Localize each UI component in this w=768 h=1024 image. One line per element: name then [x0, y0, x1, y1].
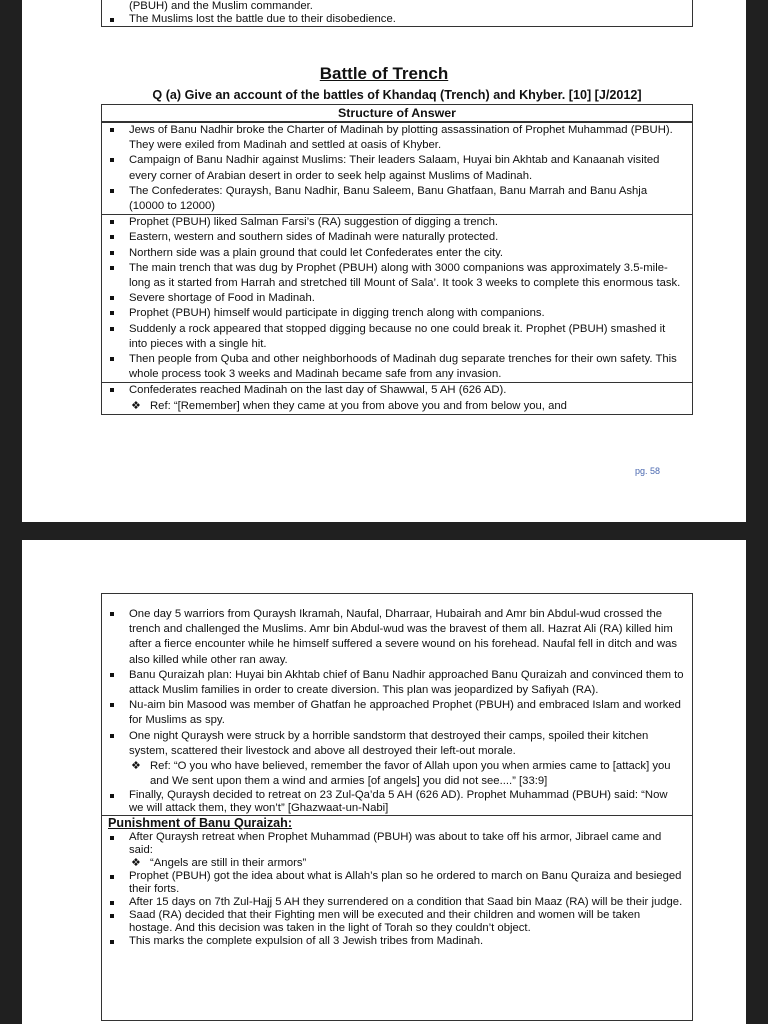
- list-item: The Muslims lost the battle due to their disobedience.: [102, 13, 692, 26]
- page-title: Battle of Trench: [319, 64, 449, 83]
- diamond-bullet-icon: ❖: [131, 399, 141, 412]
- list-item: Jews of Banu Nadhir broke the Charter of Madinah by plotting assassination of Prophet Muhammad (PBUH). They were exiled from Madinah and settled at oasis of Khyber.: [102, 123, 692, 153]
- list-item: After Quraysh retreat when Prophet Muhammad (PBUH) was about to take off his armor, Jibrael came and said:: [102, 831, 692, 857]
- section-background: [102, 122, 692, 214]
- section-arrival: [102, 382, 692, 413]
- top-continuation-box: [101, 0, 693, 27]
- list-item: Eastern, western and southern sides of Madinah were naturally protected.: [102, 230, 692, 245]
- list-item: Northern side was a plain ground that could let Confederates enter the city.: [102, 246, 692, 261]
- list-item: After 15 days on 7th Zul-Hajj 5 AH they surrendered on a condition that Saad bin Maaz (RA) will be their judge.: [102, 896, 692, 909]
- continuation-text: (PBUH) and the Muslim commander.: [129, 0, 313, 12]
- section-punishment: [102, 815, 692, 948]
- list-item: Prophet (PBUH) himself would participate in digging trench along with companions.: [102, 306, 692, 321]
- list-item: Nu-aim bin Masood was member of Ghatfan he approached Prophet (PBUH) and embraced Islam and worked for Muslims as spy.: [102, 698, 692, 728]
- content-box: [101, 593, 693, 1021]
- quote-text: “Angels are still in their armors”: [150, 857, 307, 870]
- page-number: pg. 58: [634, 466, 660, 476]
- list-item: Suddenly a rock appeared that stopped digging because no one could break it. Prophet (PBUH) smashed it into pieces with a single hit.: [102, 322, 692, 352]
- structure-box: [101, 104, 693, 415]
- structure-heading: Structure of Answer: [102, 105, 692, 122]
- list-item: The Confederates: Quraysh, Banu Nadhir, Banu Saleem, Banu Ghatfaan, Banu Marrah and Banu Ashja (10000 to 12000): [102, 184, 692, 214]
- list-item: The main trench that was dug by Prophet (PBUH) along with 3000 companions was approximately 3.5-mile-long as it started from Harrah and stretched till Mount of Sala’. It took 3 weeks to complete this enormous task.: [102, 261, 692, 291]
- list-item: Campaign of Banu Nadhir against Muslims: Their leaders Salaam, Huyai bin Akhtab and Kanaanah visited every corner of Arabian desert in order to seek help against Muslims of Madinah.: [102, 153, 692, 183]
- reference-text: Ref: “[Remember] when they came at you from above you and from below you, and: [150, 399, 567, 412]
- angels-quote: [102, 857, 692, 870]
- list-item: One day 5 warriors from Quraysh Ikramah, Naufal, Dharraar, Hubairah and Amr bin Abdul-wud crossed the trench and challenged the Muslims. Amr bin Abdul-wud was the bravest of them all. Hazrat Ali (RA) killed him after a fierce encounter while he himself suffered a severe wound on his forehead. Naufal fell in ditch and was also killed while other ran away.: [102, 607, 692, 668]
- list-item: Confederates reached Madinah on the last day of Shawwal, 5 AH (626 AD).: [102, 383, 692, 398]
- diamond-bullet-icon: ❖: [131, 857, 141, 870]
- list-item: This marks the complete expulsion of all 3 Jewish tribes from Madinah.: [102, 935, 692, 948]
- section-battle: [102, 594, 692, 815]
- list-item: Banu Quraizah plan: Huyai bin Akhtab chief of Banu Nadhir approached Banu Quraizah and convinced them to attack Muslim families in order to create diversion. This plan was jeopardized by Safiyah (RA).: [102, 668, 692, 698]
- punishment-heading: Punishment of Banu Quraizah:: [108, 816, 293, 831]
- diamond-bullet-icon: ❖: [131, 760, 141, 773]
- reference-text: Ref: “O you who have believed, remember the favor of Allah upon you when armies came to [attack] you and We sent upon them a wind and armies [of angels] you did not see....” [33:9]: [150, 760, 671, 788]
- document-page-2: [22, 540, 746, 1024]
- list-item: Then people from Quba and other neighborhoods of Madinah dug separate trenches for their own safety. This whole process took 3 weeks and Madinah became safe from any invasion.: [102, 352, 692, 382]
- list-item: Saad (RA) decided that their Fighting men will be executed and their children and women will be taken hostage. And this decision was taken in the light of Torah so they couldn’t object.: [102, 909, 692, 935]
- list-item: Prophet (PBUH) got the idea about what is Allah’s plan so he ordered to march on Banu Quraiza and besieged their forts.: [102, 870, 692, 896]
- list-item: Finally, Quraysh decided to retreat on 23 Zul-Qa’da 5 AH (626 AD). Prophet Muhammad (PBUH) said: “Now we will attack them, they won’t” [Ghazwaat-un-Nabi]: [102, 789, 692, 815]
- document-page-1: [22, 0, 746, 522]
- list-item: Severe shortage of Food in Madinah.: [102, 291, 692, 306]
- top-list: [102, 13, 692, 26]
- question-heading: Q (a) Give an account of the battles of Khandaq (Trench) and Khyber. [10] [J/2012]: [152, 88, 642, 102]
- quran-reference: [102, 399, 692, 414]
- section-trench: [102, 214, 692, 382]
- list-item: One night Quraysh were struck by a horrible sandstorm that destroyed their camps, spoiled their kitchen system, scattered their livestock and above all destroyed their left-out morale.: [102, 729, 692, 759]
- list-item: Prophet (PBUH) liked Salman Farsi’s (RA) suggestion of digging a trench.: [102, 215, 692, 230]
- quran-reference: [102, 759, 692, 789]
